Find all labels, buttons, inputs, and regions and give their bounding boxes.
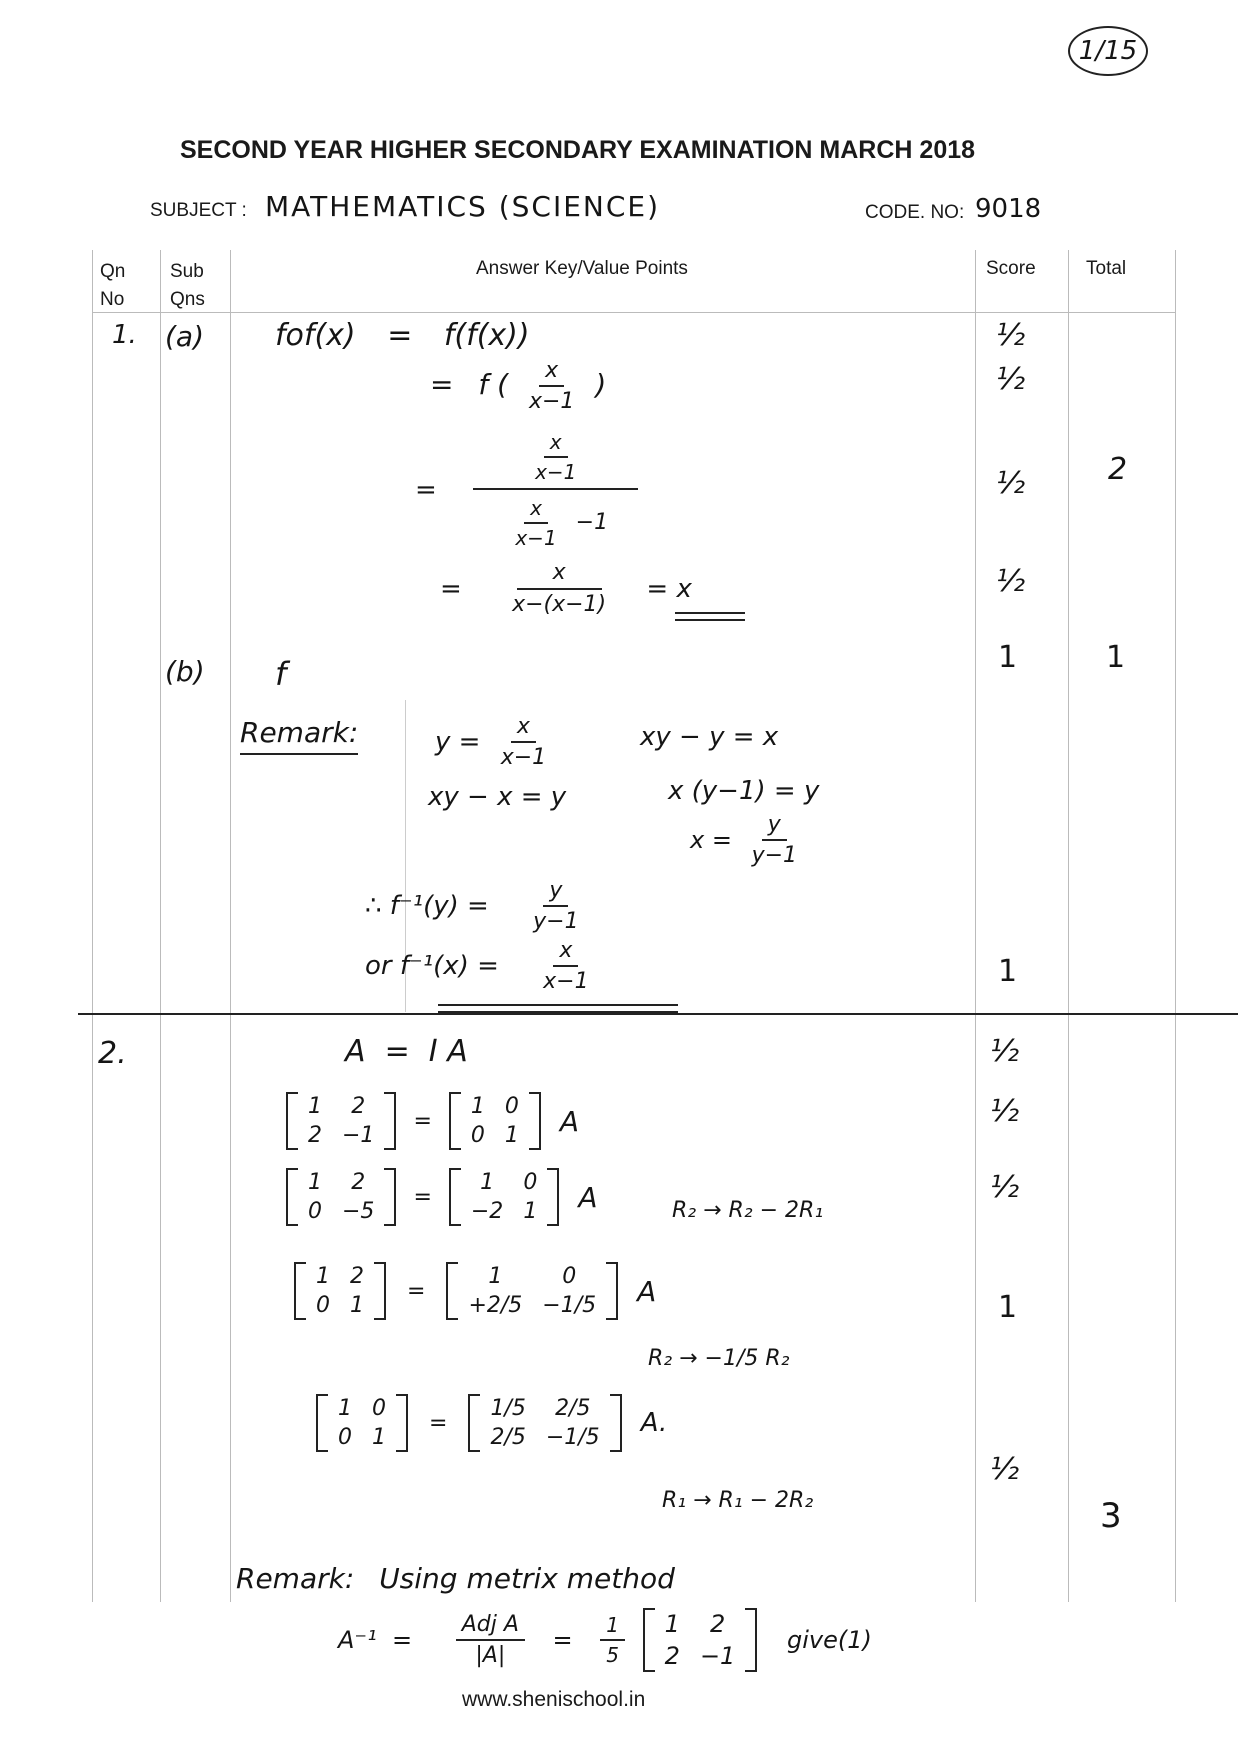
q2-step2-eq: = — [413, 1184, 432, 1210]
q1a-line3-dd: x−1 — [515, 526, 557, 550]
q1b-r3-lhs: x = — [690, 826, 732, 854]
matrix-grid — [328, 1394, 396, 1452]
matrix-row — [655, 1640, 746, 1672]
q2-inv-den: |A| — [475, 1643, 506, 1668]
q1b-score: 1 — [998, 640, 1018, 675]
matrix-cell: −1/5 — [545, 1425, 600, 1450]
q2-line0: A = I A — [345, 1034, 468, 1069]
q2-score-1: ½ — [990, 1034, 1020, 1069]
header-row-bottom — [92, 312, 1175, 313]
q2-op3: R₂ → −1/5 R₂ — [648, 1346, 790, 1371]
q1a-score-2: ½ — [996, 362, 1026, 397]
matrix-row — [458, 1262, 606, 1291]
bracket-left — [446, 1262, 458, 1320]
q1b-r3-den: y−1 — [751, 843, 798, 868]
q2-step3-matrix-left — [294, 1262, 386, 1320]
matrix-row — [461, 1121, 529, 1150]
matrix-cell: 0 — [523, 1170, 538, 1195]
bracket-right — [384, 1168, 396, 1226]
matrix-row — [298, 1121, 384, 1150]
bracket-left — [643, 1608, 655, 1672]
q1a-line2-den: x−1 — [528, 389, 575, 414]
matrix-grid — [298, 1092, 384, 1150]
bracket-left — [294, 1262, 306, 1320]
q2-step2-matrix-right — [449, 1168, 559, 1226]
header-score: Score — [986, 258, 1036, 279]
q2-step4-eq: = — [429, 1410, 448, 1436]
q2-score-5: ½ — [990, 1452, 1020, 1487]
q1a-line2-eq: = — [430, 368, 454, 401]
q2-step4-matrix-left — [316, 1394, 408, 1452]
q1b-r1-num: x — [511, 714, 536, 743]
q1b-total: 1 — [1106, 640, 1126, 675]
q1b-final-underline — [438, 1004, 678, 1013]
q1b-remark-label: Remark: — [240, 716, 358, 755]
matrix-cell: 2 — [351, 1094, 366, 1119]
matrix-row — [306, 1291, 374, 1320]
matrix-cell: 1 — [523, 1199, 538, 1224]
q2-score-3: ½ — [990, 1170, 1020, 1205]
q2-step1-a: A — [559, 1104, 580, 1138]
q2-inv-coef — [600, 1613, 625, 1667]
q1a-line4-den: x−(x−1) — [512, 592, 607, 617]
exam-title: SECOND YEAR HIGHER SECONDARY EXAMINATION MARCH 2018 — [180, 136, 976, 164]
bracket-right — [374, 1262, 386, 1320]
q1a-line1-eq: = — [387, 318, 413, 353]
page-number: 1/15 — [1068, 26, 1148, 76]
q2-inv-eq: = — [552, 1626, 573, 1654]
bracket-right — [547, 1168, 559, 1226]
subject-label: SUBJECT : — [150, 200, 247, 221]
q1a-score-4: ½ — [996, 564, 1026, 599]
matrix-cell: 0 — [316, 1293, 330, 1318]
q2-inv-matrix — [643, 1608, 758, 1672]
matrix-row — [480, 1394, 609, 1423]
q1a-score-3: ½ — [996, 466, 1026, 501]
q2-number: 2. — [98, 1036, 127, 1071]
bracket-right — [529, 1092, 541, 1150]
q1b-sub: (b) — [165, 655, 205, 688]
q1a-line4-num: x — [517, 560, 602, 590]
matrix-cell: 1 — [480, 1170, 495, 1195]
q1b-remark-line4 — [365, 878, 591, 934]
bracket-left — [468, 1394, 480, 1452]
q1b-r4-den: y−1 — [533, 909, 579, 934]
question-separator — [78, 1013, 1238, 1015]
header-sub-line2: Qns — [170, 289, 205, 310]
matrix-cell: 0 — [562, 1264, 577, 1289]
matrix-grid — [298, 1168, 384, 1226]
q1a-line3-dn: x — [524, 496, 548, 524]
bracket-right — [396, 1394, 408, 1452]
q2-total: 3 — [1100, 1496, 1122, 1536]
q2-inv-note: give(1) — [786, 1626, 872, 1654]
q1b-r4-lhs: ∴ f⁻¹(y) = — [365, 891, 489, 921]
q1b-r5-frac — [537, 938, 594, 994]
q1b-remark-score: 1 — [998, 954, 1018, 989]
matrix-cell: 2 — [709, 1610, 726, 1638]
q1a-line2-f: f ( — [478, 368, 509, 401]
q1a-line3-numerator — [473, 430, 638, 490]
matrix-cell: −1 — [699, 1642, 736, 1670]
q2-step3-a: A — [637, 1274, 657, 1308]
q1a-line3-frac — [473, 430, 638, 550]
matrix-cell: 2 — [351, 1170, 366, 1195]
header-qn — [100, 258, 125, 314]
q1a-line1 — [275, 318, 530, 353]
q2-inv-coef-den: 5 — [606, 1643, 620, 1667]
q1b-r5-num: x — [553, 938, 578, 967]
header-sub — [170, 258, 205, 314]
q1a-line3-denominator — [497, 490, 614, 550]
q2-inv-coef-num: 1 — [600, 1613, 625, 1641]
q1a-line3-dtail: −1 — [575, 510, 609, 535]
q1a-line2 — [430, 358, 606, 414]
q1a-line3-eq: = — [415, 475, 437, 505]
q2-inv-frac — [456, 1612, 525, 1668]
q1b-r1-frac — [495, 714, 552, 770]
matrix-cell: 2 — [308, 1123, 322, 1148]
matrix-cell: −5 — [342, 1199, 375, 1224]
q1b-r4-frac — [527, 878, 584, 934]
q2-step2 — [282, 1168, 597, 1226]
q2-op2: R₂ → R₂ − 2R₁ — [672, 1198, 824, 1223]
matrix-cell: +2/5 — [468, 1293, 523, 1318]
table-border-left — [92, 250, 93, 1602]
matrix-cell: 1 — [372, 1425, 386, 1450]
matrix-cell: 1 — [664, 1610, 680, 1638]
matrix-cell: 2 — [350, 1264, 364, 1289]
matrix-row — [655, 1608, 746, 1640]
q2-step1-matrix-left — [286, 1092, 396, 1150]
q1a-line1-rhs: f(f(x)) — [443, 318, 530, 353]
bracket-left — [316, 1394, 328, 1452]
q1a-line2-num: x — [539, 358, 564, 387]
q2-remark-text: Using metrix method — [379, 1562, 675, 1595]
q1b-r2-left: xy − x = y — [428, 782, 567, 812]
header-qn-line1: Qn — [100, 261, 126, 282]
matrix-grid — [461, 1092, 529, 1150]
q1a-line3-nn: x — [544, 430, 568, 458]
matrix-cell: −1 — [342, 1123, 375, 1148]
header-total: Total — [1086, 258, 1127, 279]
matrix-cell: 0 — [372, 1396, 386, 1421]
matrix-row — [480, 1423, 609, 1452]
q1b-remark-line3 — [690, 812, 809, 868]
q2-step3 — [290, 1262, 656, 1320]
q2-step2-a: A — [578, 1180, 598, 1214]
q1b-r3-frac — [746, 812, 803, 868]
matrix-cell: 1 — [338, 1396, 352, 1421]
q1a-total: 2 — [1108, 452, 1128, 487]
col-divider-qn — [160, 250, 161, 1602]
header-qn-line2: No — [100, 289, 125, 310]
bracket-left — [449, 1092, 461, 1150]
matrix-row — [298, 1168, 384, 1197]
bracket-left — [286, 1092, 298, 1150]
q1a-line3-nd: x−1 — [535, 460, 577, 484]
matrix-cell: 2/5 — [490, 1425, 526, 1450]
q1a-line3-inner-top — [529, 430, 582, 484]
q1a-line4-result: = x — [646, 573, 692, 604]
q1b-remark-line5 — [365, 938, 601, 994]
q1b-answer: f — [275, 655, 287, 693]
bracket-left — [286, 1168, 298, 1226]
matrix-cell: 1 — [504, 1123, 519, 1148]
q1b-r2-right: x (y−1) = y — [668, 776, 820, 806]
q1b-r4-num: y — [543, 878, 568, 907]
matrix-cell: 1 — [308, 1094, 322, 1119]
matrix-row — [328, 1423, 396, 1452]
bracket-right — [610, 1394, 622, 1452]
matrix-cell: 0 — [308, 1199, 322, 1224]
matrix-cell: 1 — [308, 1170, 322, 1195]
matrix-row — [306, 1262, 374, 1291]
matrix-cell: 0 — [338, 1425, 352, 1450]
matrix-cell: 2/5 — [555, 1396, 591, 1421]
matrix-cell: 0 — [504, 1094, 519, 1119]
bracket-right — [384, 1092, 396, 1150]
matrix-cell: 1 — [488, 1264, 503, 1289]
q1a-line2-frac — [523, 358, 580, 414]
matrix-cell: 1 — [470, 1094, 485, 1119]
q1b-r1-right: xy − y = x — [640, 722, 779, 752]
matrix-row — [461, 1168, 547, 1197]
q1a-line4 — [440, 560, 692, 617]
q2-step2-matrix-left — [286, 1168, 396, 1226]
q2-step4-matrix-right — [468, 1394, 621, 1452]
table-border-right — [1175, 250, 1176, 1602]
q1b-r5-den: x−1 — [543, 969, 589, 994]
bracket-left — [449, 1168, 461, 1226]
matrix-grid — [306, 1262, 374, 1320]
q1a-line3 — [415, 430, 644, 550]
q1b-r5-lhs: or f⁻¹(x) = — [365, 951, 499, 981]
matrix-grid — [458, 1262, 606, 1320]
q2-inverse — [338, 1608, 872, 1672]
q1b-r1-den: x−1 — [500, 745, 547, 770]
bracket-right — [606, 1262, 618, 1320]
q2-inv-lhs: A⁻¹ = — [338, 1626, 413, 1654]
code-value: 9018 — [975, 194, 1042, 224]
matrix-cell: 1 — [316, 1264, 330, 1289]
header-answer: Answer Key/Value Points — [476, 258, 688, 279]
q1b-r3-num: y — [762, 812, 787, 841]
q1a-sub: (a) — [165, 320, 205, 353]
q1a-line2-close: ) — [595, 368, 607, 401]
q1b-remark-line1 — [435, 714, 558, 770]
q2-score-2: ½ — [990, 1094, 1020, 1129]
footer-url: www.shenischool.in — [462, 1688, 646, 1711]
matrix-cell: −2 — [470, 1199, 504, 1224]
q1a-line3-inner-bottom — [509, 496, 562, 550]
q2-step1 — [282, 1092, 579, 1150]
bracket-right — [745, 1608, 757, 1672]
q2-step1-eq: = — [413, 1108, 432, 1134]
col-divider-score — [1068, 250, 1069, 1602]
matrix-cell: −1/5 — [542, 1293, 597, 1318]
matrix-cell: 0 — [470, 1123, 485, 1148]
col-divider-sub — [230, 250, 231, 1602]
q1b-r1-lhs: y = — [435, 727, 481, 757]
q1a-line4-frac — [506, 560, 612, 617]
q2-inv-num: Adj A — [456, 1612, 525, 1641]
q2-step3-matrix-right — [446, 1262, 618, 1320]
header-sub-line1: Sub — [170, 261, 204, 282]
q2-step4-a: A. — [640, 1408, 668, 1438]
q1a-score-1: ½ — [996, 318, 1026, 353]
matrix-row — [458, 1291, 606, 1320]
q2-remark-label: Remark: — [236, 1562, 355, 1595]
matrix-grid — [655, 1608, 746, 1672]
matrix-cell: 1/5 — [490, 1396, 526, 1421]
q2-step1-matrix-right — [449, 1092, 541, 1150]
matrix-row — [328, 1394, 396, 1423]
col-divider-answer — [975, 250, 976, 1602]
q1a-line1-lhs: fof(x) — [275, 318, 356, 353]
matrix-cell: 2 — [664, 1642, 680, 1670]
q2-step4 — [312, 1394, 667, 1452]
matrix-row — [461, 1197, 547, 1226]
matrix-grid — [461, 1168, 547, 1226]
q1a-result-underline — [675, 612, 745, 621]
q1-number: 1. — [112, 320, 137, 350]
q2-score-4: 1 — [998, 1290, 1018, 1325]
q2-step3-eq: = — [407, 1278, 426, 1304]
subject-value: MATHEMATICS (SCIENCE) — [265, 190, 661, 223]
q1a-line4-eq: = — [440, 573, 462, 604]
matrix-row — [461, 1092, 529, 1121]
matrix-row — [298, 1197, 384, 1226]
q2-remark — [236, 1562, 675, 1595]
q2-op4: R₁ → R₁ − 2R₂ — [662, 1488, 814, 1513]
matrix-row — [298, 1092, 384, 1121]
matrix-cell: 1 — [350, 1293, 364, 1318]
matrix-grid — [480, 1394, 609, 1452]
code-label: CODE. NO: — [865, 202, 965, 223]
